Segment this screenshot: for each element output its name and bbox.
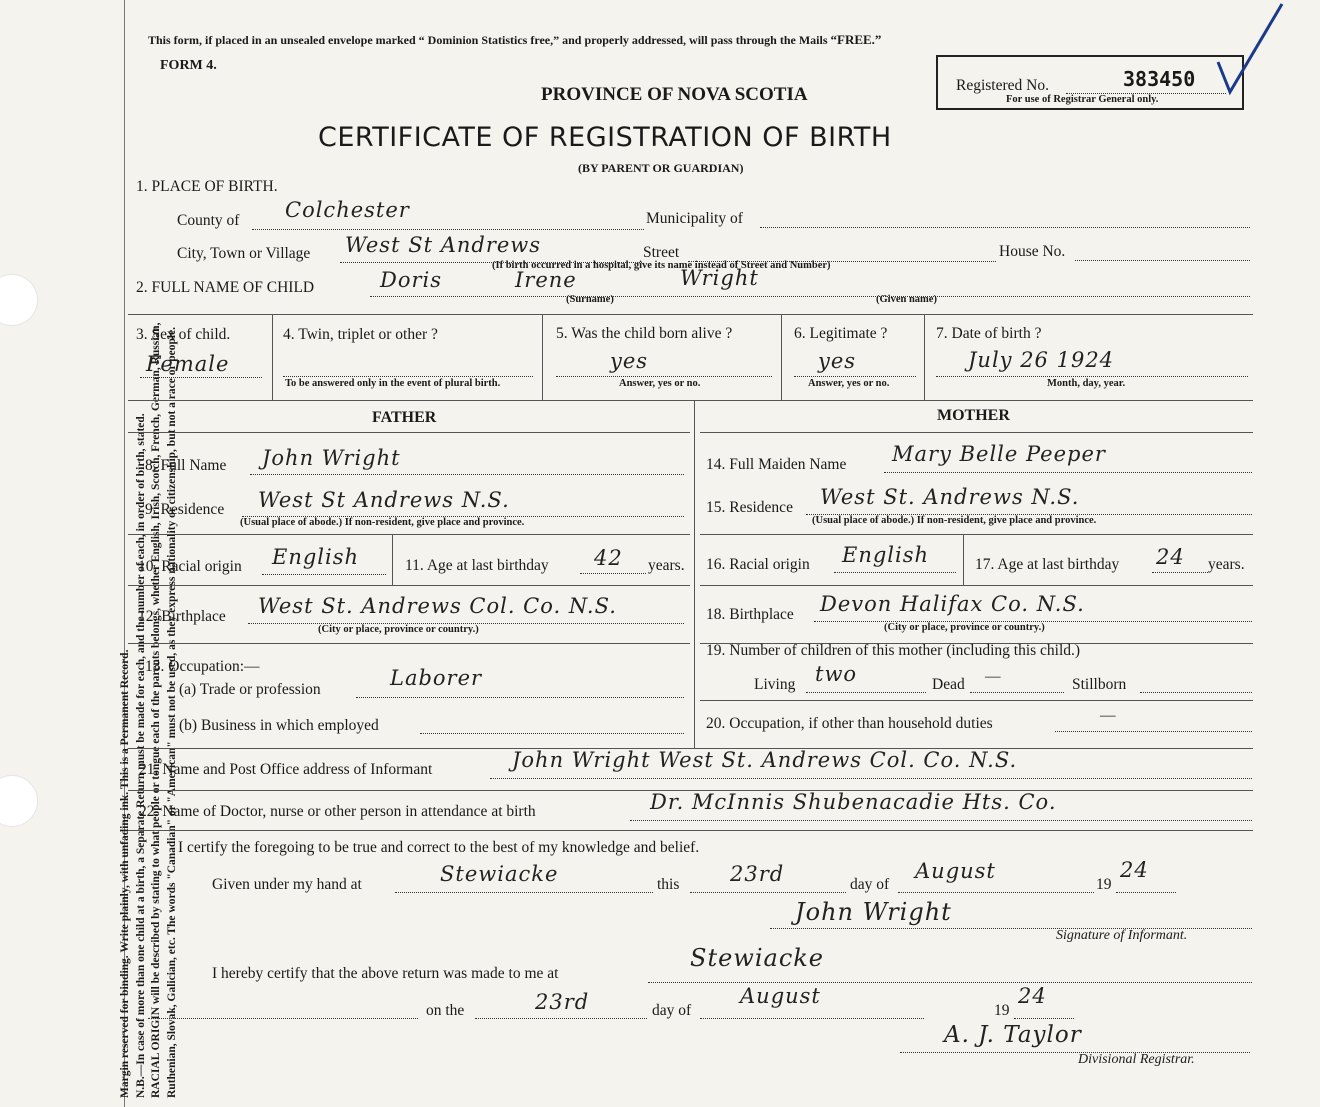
mother-heading: MOTHER xyxy=(937,407,1010,424)
street-label: Street xyxy=(643,244,680,261)
twin-note: To be answered only in the event of plural birth. xyxy=(285,378,501,389)
margin-note-2: N.B.—In case of more than one child at a birth, a Separate Return must be made for each, and the number of each, in order of birth, stated. xyxy=(134,413,147,1098)
father-heading: FATHER xyxy=(372,409,437,426)
margin-notes xyxy=(118,0,180,1098)
father-age-value: 42 xyxy=(594,546,623,570)
child-name-label: 2. FULL NAME OF CHILD xyxy=(136,279,315,296)
registrar-signature: A. J. Taylor xyxy=(944,1022,1082,1048)
mother-age-value: 24 xyxy=(1156,545,1185,569)
father-name-label: 8. Full Name xyxy=(145,457,227,474)
mail-note-free: “FREE.” xyxy=(830,32,882,47)
municipality-label: Municipality of xyxy=(646,210,743,227)
father-occupation-label: 13. Occupation:— xyxy=(145,658,260,675)
mother-racial-label: 16. Racial origin xyxy=(706,556,810,573)
father-business-label: (b) Business in which employed xyxy=(179,717,379,734)
alive-value: yes xyxy=(610,349,649,373)
registrar-statement: I hereby certify that the above return was made to me at xyxy=(212,965,559,982)
dob-value: July 26 1924 xyxy=(968,348,1115,372)
registrar-year-prefix: 19 xyxy=(994,1002,1010,1019)
given-label: Given under my hand at xyxy=(212,876,362,893)
mother-living-value: two xyxy=(815,662,858,686)
check-mark-icon xyxy=(1210,0,1290,100)
county-label: County of xyxy=(177,212,240,229)
mother-children-label: 19. Number of children of this mother (including this child.) xyxy=(706,642,1081,659)
certificate-subtitle: (BY PARENT OR GUARDIAN) xyxy=(578,161,744,175)
informant-signature-caption: Signature of Informant. xyxy=(1056,928,1188,943)
twin-label: 4. Twin, triplet or other ? xyxy=(283,326,438,343)
mother-residence-note: (Usual place of abode.) If non-resident, give place and province. xyxy=(812,515,1097,526)
legitimate-note: Answer, yes or no. xyxy=(808,378,890,389)
child-surname: Wright xyxy=(680,266,759,290)
legitimate-value: yes xyxy=(818,349,857,373)
certify-year-value: 24 xyxy=(1120,858,1149,882)
informant-signature: John Wright xyxy=(795,898,952,926)
certify-dayof-label: day of xyxy=(850,876,890,893)
father-trade-label: (a) Trade or profession xyxy=(179,681,321,698)
alive-label: 5. Was the child born alive ? xyxy=(556,325,733,342)
margin-note-4: Ruthenian, Slovak, Galician, etc. The words "Canadian" or "American" must not be used, as they express nationality or citizenship, but not a race or people. xyxy=(165,326,178,1098)
certify-this-label: this xyxy=(657,876,680,893)
mother-age-label: 17. Age at last birthday xyxy=(975,556,1120,573)
father-racial-value: English xyxy=(272,545,360,569)
registered-label: Registered No. xyxy=(956,77,1049,94)
margin-note-3: RACIAL ORIGIN will be described by stating to what people or tongue each of the parents belongs, whether English, Irish, Scotch, French, German, Russian, xyxy=(150,322,162,1098)
mail-note-text: This form, if placed in an unsealed envelope marked “ Dominion Statistics free,” and properly addressed, will pass through the Mails xyxy=(148,33,828,47)
certify-place-value: Stewiacke xyxy=(440,862,559,886)
informant-value: John Wright West St. Andrews Col. Co. N.S. xyxy=(512,748,1018,772)
certify-year-prefix: 19 xyxy=(1096,876,1112,893)
sex-label: 3. Sex of child. xyxy=(136,326,231,343)
informant-label: 21. Name and Post Office address of Informant xyxy=(139,761,433,778)
city-label: City, Town or Village xyxy=(177,245,311,262)
doctor-value: Dr. McInnis Shubenacadie Hts. Co. xyxy=(650,790,1057,814)
registrar-year-value: 24 xyxy=(1018,984,1047,1008)
binding-hole-top xyxy=(0,274,38,326)
father-birthplace-value: West St. Andrews Col. Co. N.S. xyxy=(258,594,617,618)
mother-racial-value: English xyxy=(842,543,930,567)
sex-value: Female xyxy=(146,352,230,376)
mother-residence-value: West St. Andrews N.S. xyxy=(820,485,1080,509)
hospital-note: (If birth occurred in a hospital, give its name instead of Street and Number) xyxy=(492,260,831,271)
form-number: FORM 4. xyxy=(160,58,217,73)
certificate-title: CERTIFICATE OF REGISTRATION OF BIRTH xyxy=(318,122,892,153)
father-residence-note: (Usual place of abode.) If non-resident, give place and province. xyxy=(240,517,525,528)
certify-day-value: 23rd xyxy=(730,862,785,886)
mother-name-label: 14. Full Maiden Name xyxy=(706,456,847,473)
legitimate-label: 6. Legitimate ? xyxy=(794,325,888,342)
county-value: Colchester xyxy=(285,198,410,222)
mother-birthplace-note: (City or place, province or country.) xyxy=(884,622,1045,633)
mother-years-label: years. xyxy=(1208,556,1245,573)
father-age-label: 11. Age at last birthday xyxy=(405,557,549,574)
binding-hole-bottom xyxy=(0,775,38,827)
mother-name-value: Mary Belle Peeper xyxy=(892,442,1106,466)
certify-month-value: August xyxy=(915,859,996,883)
father-trade-value: Laborer xyxy=(390,666,483,690)
province-title: PROVINCE OF NOVA SCOTIA xyxy=(541,84,808,105)
alive-note: Answer, yes or no. xyxy=(619,378,701,389)
registrar-on-the-label: on the xyxy=(426,1002,465,1019)
registrar-month-value: August xyxy=(740,984,821,1008)
doctor-label: 22. Name of Doctor, nurse or other person in attendance at birth xyxy=(139,803,536,820)
registrar-caption: Divisional Registrar. xyxy=(1078,1052,1195,1067)
mother-occupation-label: 20. Occupation, if other than household duties xyxy=(706,715,993,732)
surname-caption: (Surname) xyxy=(566,294,614,305)
city-value: West St Andrews xyxy=(345,233,542,257)
father-residence-label: 9. Residence xyxy=(145,501,225,518)
mother-dead-value: — xyxy=(985,668,1001,685)
mail-note xyxy=(148,32,881,48)
father-birthplace-label: 12. Birthplace xyxy=(138,608,226,625)
father-racial-label: 10. Racial origin xyxy=(138,558,242,575)
certify-statement: I certify the foregoing to be true and correct to the best of my knowledge and belief. xyxy=(178,839,700,856)
registrar-dayof-label: day of xyxy=(652,1002,692,1019)
child-given-name-1: Doris xyxy=(380,268,443,292)
dob-note: Month, day, year. xyxy=(1047,378,1126,389)
margin-note-1: Margin reserved for binding. Write plainly, with unfading ink. This is a Permanent Record. xyxy=(119,649,131,1098)
father-residence-value: West St Andrews N.S. xyxy=(258,488,510,512)
mother-birthplace-value: Devon Halifax Co. N.S. xyxy=(820,592,1085,616)
dob-label: 7. Date of birth ? xyxy=(936,325,1042,342)
registered-number: 383450 xyxy=(1123,67,1196,91)
mother-stillborn-label: Stillborn xyxy=(1072,676,1127,693)
place-heading: 1. PLACE OF BIRTH. xyxy=(136,178,278,195)
mother-occupation-value: — xyxy=(1100,707,1116,724)
father-years-label: years. xyxy=(648,557,685,574)
mother-living-label: Living xyxy=(754,676,796,693)
registrar-place-value: Stewiacke xyxy=(690,944,825,972)
registrar-day-value: 23rd xyxy=(535,990,590,1014)
father-name-value: John Wright xyxy=(262,446,401,470)
mother-dead-label: Dead xyxy=(932,676,965,693)
house-label: House No. xyxy=(999,243,1066,260)
registration-box xyxy=(936,55,1244,110)
father-birthplace-note: (City or place, province or country.) xyxy=(318,624,479,635)
mother-residence-label: 15. Residence xyxy=(706,499,793,516)
child-given-name-2: Irene xyxy=(515,268,577,292)
registrar-use-note: For use of Registrar General only. xyxy=(1006,94,1159,105)
mother-birthplace-label: 18. Birthplace xyxy=(706,606,794,623)
given-name-caption: (Given name) xyxy=(876,294,937,305)
